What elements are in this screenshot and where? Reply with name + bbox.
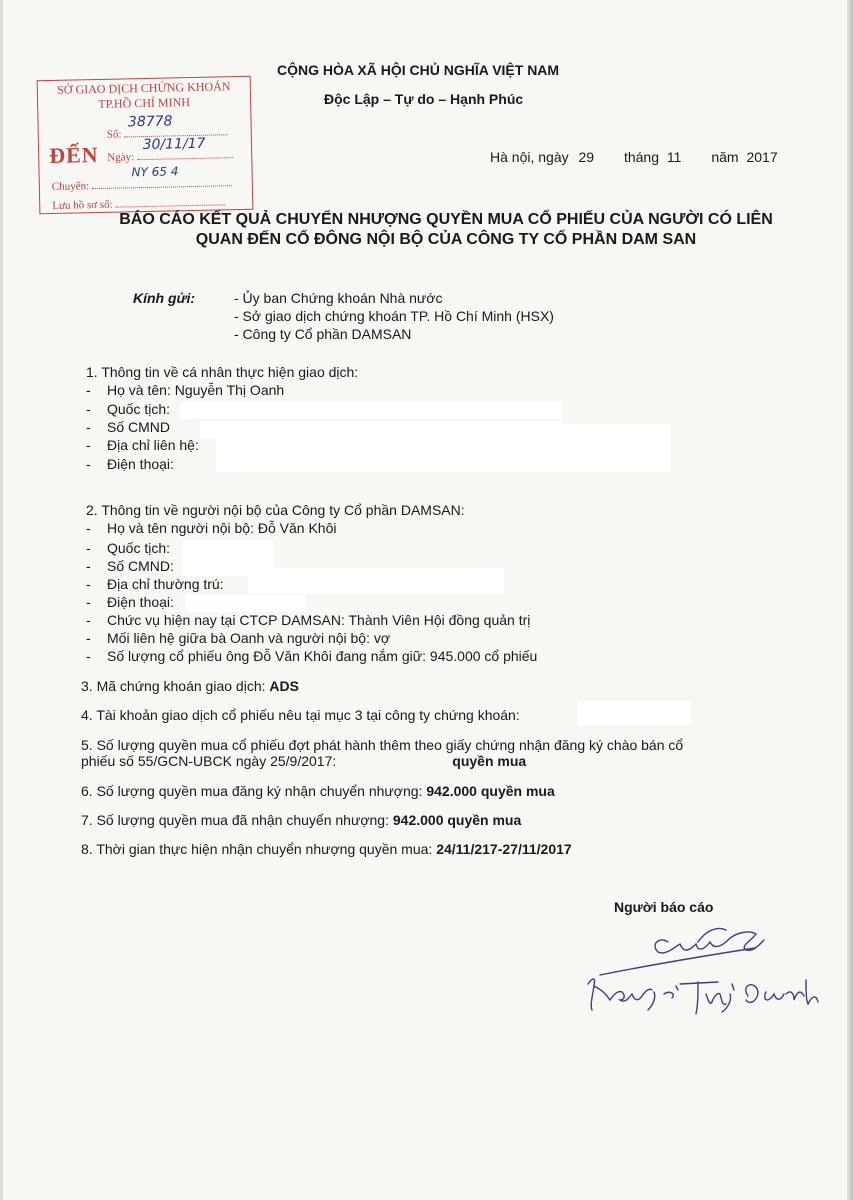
section1-heading: 1. Thông tin về cá nhân thực hiện giao dịch: (86, 364, 359, 380)
report-title-line1: BÁO CÁO KẾT QUẢ CHUYỂN NHƯỢNG QUYỀN MUA CỔ PHIẾU CỦA NGƯỜI CÓ LIÊN (119, 211, 773, 228)
item5-line1: 5. Số lượng quyền mua cổ phiếu đợt phát hành thêm theo giấy chứng nhận đăng ký chào bán cổ (81, 737, 684, 753)
stamp-org-line2: TP.HỒ CHÍ MINH (98, 95, 191, 111)
bullet-dash: - (86, 520, 91, 536)
stamp-org-line1: SỞ GIAO DỊCH CHỨNG KHOÁN (57, 79, 231, 97)
bullet-dash: - (86, 612, 91, 628)
item7-value: 942.000 quyền mua (392, 812, 522, 828)
section2-row: Mối liên hệ giữa bà Oanh và người nội bộ: vợ (107, 630, 391, 646)
bullet-dash: - (86, 419, 91, 435)
stamp-ngay-label: Ngày: (107, 151, 135, 164)
bullet-dash: - (86, 456, 91, 472)
bullet-dash: - (86, 648, 91, 664)
section1-row: Điện thoại: (107, 456, 174, 472)
report-title (86, 210, 806, 250)
document-date (490, 149, 778, 165)
stamp-so-value: 38778 (127, 113, 173, 131)
stamp-chuyen-label: Chuyển: (51, 180, 90, 193)
handwritten-signature (580, 920, 820, 1020)
stamp-ngay-value: 30/11/17 (142, 135, 206, 154)
bullet-dash: - (86, 401, 91, 417)
bullet-dash: - (86, 437, 91, 453)
item3-value: ADS (269, 678, 299, 694)
stamp-luu-label: Lưu hồ sơ số: (52, 198, 113, 212)
section1-row: Quốc tịch: (107, 401, 171, 417)
date-day: 29 (578, 149, 595, 165)
stamp-den: ĐẾN (48, 141, 99, 169)
redaction-box (180, 402, 562, 419)
item6 (81, 783, 555, 799)
recipient-item: - Ủy ban Chứng khoán Nhà nước (234, 290, 443, 306)
stamp-organization (38, 79, 251, 113)
received-stamp (37, 76, 254, 214)
item6-value: 942.000 quyền mua (426, 783, 555, 799)
item7-label: 7. Số lượng quyền mua đã nhận chuyển nhượng: (81, 812, 393, 828)
redaction-box (186, 595, 306, 612)
section2-row: Quốc tịch: (107, 540, 171, 556)
bullet-dash: - (86, 540, 91, 556)
date-month-label: tháng (623, 149, 660, 165)
item6-label: 6. Số lượng quyền mua đăng ký nhận chuyển nhượng: (81, 783, 427, 799)
section1-row: Số CMND (107, 419, 171, 435)
date-year: 2017 (746, 149, 778, 165)
date-year-label: năm (711, 149, 739, 165)
section2-row: Số CMND: (107, 558, 174, 574)
bullet-dash: - (86, 576, 91, 592)
date-place: Hà nội, ngày (490, 149, 569, 165)
item8 (81, 841, 572, 857)
redaction-box (216, 424, 670, 472)
item5-value: quyền mua (452, 753, 527, 769)
bullet-dash: - (86, 382, 91, 398)
item7 (81, 812, 521, 828)
section2-row: Địa chỉ thường trú: (107, 576, 224, 592)
section1-row: Họ và tên: Nguyễn Thị Oanh (107, 382, 285, 398)
stamp-chuyen-row (51, 164, 232, 193)
section2-row: Chức vụ hiện nay tại CTCP DAMSAN: Thành Viên Hội đồng quản trị (107, 612, 531, 628)
national-motto: Độc Lập – Tự do – Hạnh Phúc (324, 91, 524, 107)
bullet-dash: - (86, 630, 91, 646)
recipient-item: - Công ty Cổ phần DAMSAN (234, 326, 412, 342)
stamp-chuyen-value: NY 65 4 (131, 164, 179, 180)
date-month: 11 (666, 149, 682, 165)
signer-label: Người báo cáo (614, 899, 714, 915)
item4: 4. Tài khoản giao dịch cổ phiếu nêu tại mục 3 tại công ty chứng khoán: (81, 707, 520, 723)
section2-row: Điện thoại: (107, 594, 174, 610)
redaction-box (578, 701, 691, 725)
recipients-label: Kính gửi: (133, 290, 196, 306)
section2-row: Họ và tên người nội bộ: Đỗ Văn Khôi (107, 520, 337, 536)
report-title-line2: QUAN ĐẾN CỔ ĐÔNG NỘI BỘ CỦA CÔNG TY CỔ PHẦN DAM SAN (195, 231, 697, 248)
bullet-dash: - (86, 558, 91, 574)
item8-label: 8. Thời gian thực hiện nhận chuyển nhượng quyền mua: (81, 841, 437, 857)
stamp-ngay-row (107, 135, 233, 164)
section1-row: Địa chỉ liên hệ: (107, 437, 199, 453)
recipient-item: - Sở giao dịch chứng khoán TP. Hồ Chí Minh (HSX) (234, 308, 554, 324)
item3 (81, 678, 299, 694)
item8-value: 24/11/217-27/11/2017 (436, 841, 572, 857)
page-left-edge (0, 0, 3, 1200)
section2-heading: 2. Thông tin về người nội bộ của Công ty Cổ phần DAMSAN: (86, 502, 465, 518)
item5-label: phiếu số 55/GCN-UBCK ngày 25/9/2017: (81, 753, 337, 769)
section2-row: Số lượng cổ phiếu ông Đỗ Văn Khôi đang nắm giữ: 945.000 cổ phiếu (107, 648, 538, 664)
bullet-dash: - (86, 594, 91, 610)
stamp-so-label: Số: (106, 128, 122, 141)
national-title: CỘNG HÒA XÃ HỘI CHỦ NGHĨA VIỆT NAM (277, 62, 560, 78)
item3-label: 3. Mã chứng khoán giao dịch: (81, 678, 270, 694)
item5-line2 (81, 753, 526, 769)
redaction-box (248, 568, 504, 594)
page-right-edge (847, 0, 853, 1200)
